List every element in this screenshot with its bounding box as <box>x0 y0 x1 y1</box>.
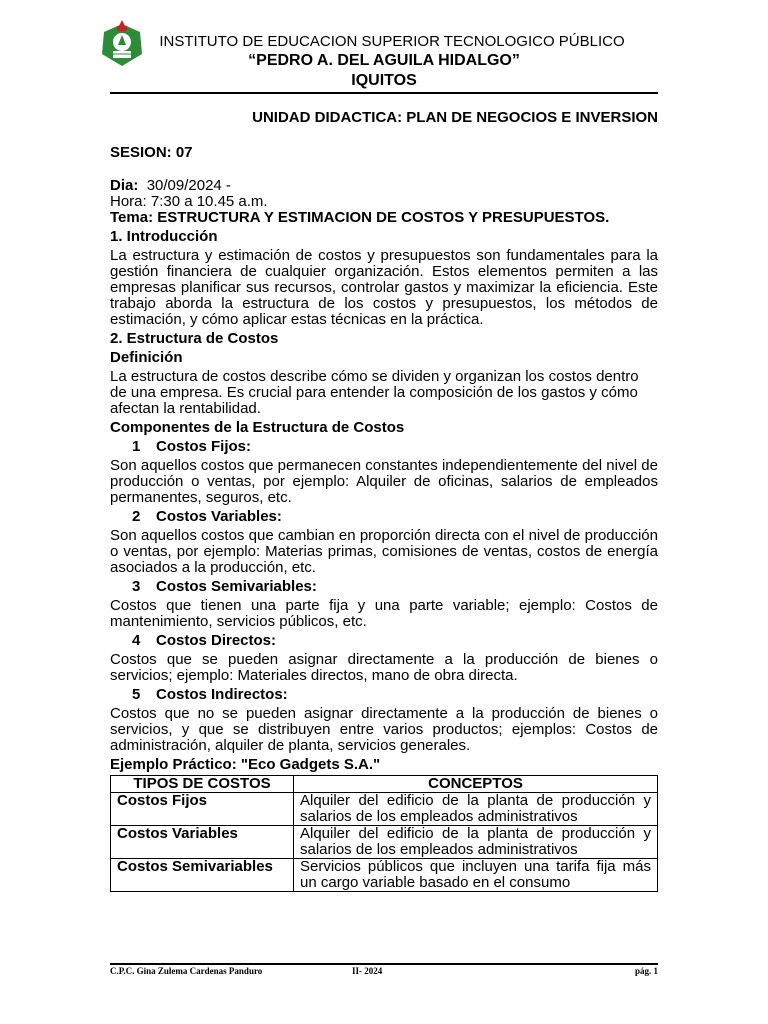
topic-label: Tema: <box>110 209 154 226</box>
institute-subtitle: “PEDRO A. DEL AGUILA HIDALGO” <box>248 52 520 69</box>
unidad-didactica: UNIDAD DIDACTICA: PLAN DE NEGOCIOS E INVERSION <box>252 109 658 126</box>
list-item-text: Costos que tienen una parte fija y una parte variable; ejemplo: Costos de mantenimiento, servicios públicos, etc. <box>110 597 658 630</box>
footer-divider <box>110 963 658 965</box>
list-item-text: Son aquellos costos que permanecen constantes independientemente del nivel de producción o ventas, por ejemplo: Alquiler de oficinas, salarios de empleados permanentes, seguros, etc. <box>110 457 658 506</box>
institute-city: IQUITOS <box>351 72 417 89</box>
subheading-componentes: Componentes de la Estructura de Costos <box>110 419 405 436</box>
table-row <box>111 826 658 859</box>
list-item-title: 3 Costos Semivariables: <box>132 578 317 595</box>
table-cell-concept: Alquiler del edificio de la planta de producción y salarios de los empleados administrativos <box>294 793 658 826</box>
list-item-text: Costos que no se pueden asignar directamente a la producción de bienes o servicios, y que se distribuyen entre varios productos; ejemplos: Costos de administración, alquiler de planta, servicios generales. <box>110 705 658 754</box>
list-item-title: 1 Costos Fijos: <box>132 438 252 455</box>
list-item-text: Costos que se pueden asignar directamente a la producción de bienes o servicios; ejemplo: Materiales directos, mano de obra directa. <box>110 651 658 684</box>
definicion-paragraph: La estructura de costos describe cómo se dividen y organizan los costos dentro de una empresa. Es crucial para entender la composición de los gastos y cómo afectan la rentabilidad. <box>110 368 639 417</box>
table-header-cell: CONCEPTOS <box>294 776 658 793</box>
section-heading-intro: 1. Introducción <box>110 228 218 245</box>
table-header-row <box>111 776 658 793</box>
document-body <box>110 178 658 892</box>
table-cell-concept: Servicios públicos que incluyen una tarifa fija más un cargo variable basado en el consumo <box>294 859 658 892</box>
intro-paragraph: La estructura y estimación de costos y presupuestos son fundamentales para la gestión financiera de cualquier organización. Estos elementos permiten a las empresas planificar sus recursos, controlar gastos y maximizar la eficiencia. Este trabajo aborda la estructura de los costos y presupuestos, los métodos de estimación, y cómo aplicar estas técnicas en la práctica. <box>110 247 658 328</box>
date-label: Dia: <box>110 177 139 194</box>
table-cell-type: Costos Variables <box>111 826 294 859</box>
date-line <box>110 178 658 194</box>
table-header-cell: TIPOS DE COSTOS <box>111 776 294 793</box>
list-item-text: Son aquellos costos que cambian en proporción directa con el nivel de producción o ventas, por ejemplo: Materias primas, comisiones de ventas, costos de energía asociados a la producción, etc. <box>110 527 658 576</box>
cost-types-table <box>110 775 658 892</box>
institute-name: INSTITUTO DE EDUCACION SUPERIOR TECNOLOGICO PÚBLICO <box>159 33 625 50</box>
date-value: 30/09/2024 - <box>146 177 231 194</box>
footer-author: C.P.C. Gina Zulema Cardenas Panduro <box>110 966 263 976</box>
topic-line <box>110 210 658 226</box>
table-cell-type: Costos Semivariables <box>111 859 294 892</box>
session-number: SESION: 07 <box>110 144 193 161</box>
time-line: Hora: 7:30 a 10.45 a.m. <box>110 193 268 210</box>
table-row <box>111 859 658 892</box>
list-item-title: 2 Costos Variables: <box>132 508 282 525</box>
topic-value: ESTRUCTURA Y ESTIMACION DE COSTOS Y PRESUPUESTOS. <box>157 209 610 226</box>
header-divider <box>110 92 658 94</box>
footer-page-number: pág. 1 <box>634 966 658 976</box>
subheading-definicion: Definición <box>110 349 183 366</box>
table-cell-concept: Alquiler del edificio de la planta de producción y salarios de los empleados administrativos <box>294 826 658 859</box>
list-item-title: 4 Costos Directos: <box>132 632 277 649</box>
list-item-title: 5 Costos Indirectos: <box>132 686 288 703</box>
table-row <box>111 793 658 826</box>
table-cell-type: Costos Fijos <box>111 793 294 826</box>
example-heading: Ejemplo Práctico: "Eco Gadgets S.A." <box>110 756 381 773</box>
section-heading-estructura: 2. Estructura de Costos <box>110 330 279 347</box>
footer-period: II- 2024 <box>352 966 383 976</box>
